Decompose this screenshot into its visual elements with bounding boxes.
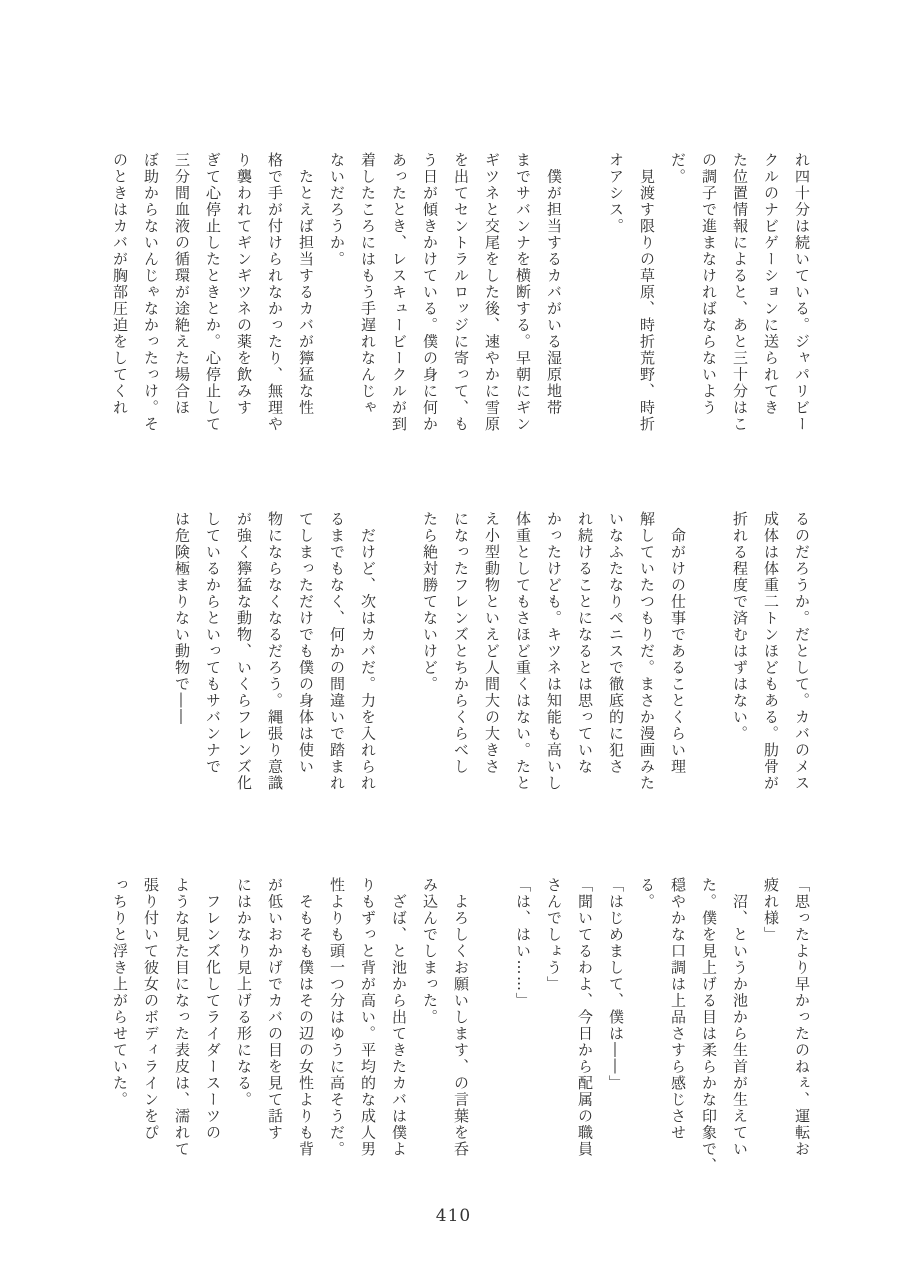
text-column: れ続けることになるとは思っていな [576,511,594,775]
text-column: るまでもなく、何かの間違いで踏まれ [328,511,346,792]
text-column: の調子で進まなければならないよう [700,152,718,416]
text-column: 三分間血液の循環が途絶えた場合ほ [173,152,191,416]
text-column: そもそも僕はその辺の女性よりも背 [297,877,315,1158]
text-column: ぎて心停止したときとか。心停止して [204,152,222,433]
text-column: 「聞いてるわよ、今日から配属の職員 [576,877,594,1158]
text-column: れ四十分は続いている。ジャパリビー [793,152,811,433]
text-column: てしまっただけでも僕の身体は使い [297,511,315,775]
text-column: よろしくお願いします、の言葉を呑 [452,877,470,1158]
text-column: っちりと浮き上がらせていた。 [111,877,129,1108]
text-column: 着したころにはもう手遅れなんじゃ [359,152,377,416]
text-column: り襲われてギンギツネの薬を飲みす [235,152,253,416]
text-block-bottom [104,877,817,1179]
text-column: 命がけの仕事であることくらい理 [669,511,687,775]
text-column: ような見た目になった表皮は、濡れて [173,877,191,1158]
text-column: りもずっと背が高い。平均的な成人男 [359,877,377,1158]
text-column: 沼、というか池から生首が生えてい [731,877,749,1158]
text-column: あったとき、レスキュービークルが到 [390,152,408,433]
text-column: は危険極まりない動物で―― [173,511,191,726]
text-column: になったフレンズとちからくらべし [452,511,470,775]
text-column: ないだろうか。 [328,152,346,268]
blank-column [383,511,414,813]
text-column: 「は、はい……」 [514,877,532,1009]
text-column: が強く獰猛な動物、いくらフレンズ化 [235,511,253,792]
text-column: クルのナビゲーションに送られてき [762,152,780,416]
text-column: フレンズ化してライダースーツの [204,877,222,1141]
text-column: う日が傾きかけている。僕の身に何か [421,152,439,433]
text-column: だ。 [669,152,687,185]
text-column: が低いおかげでカバの目を見て話す [266,877,284,1141]
text-block-middle [166,511,817,813]
text-column: かったけども。キツネは知能も高いし [545,511,563,792]
text-column: たとえば担当するカバが獰猛な性 [297,152,315,416]
text-column: さんでしょう」 [545,877,563,993]
text-column: を出てセントラルロッジに寄って、も [452,152,470,433]
text-column: 物にならなくなるだろう。縄張り意識 [266,511,284,792]
text-column: ぼ助からないんじゃなかったっけ。そ [142,152,160,433]
text-column: だけど、次はカバだ。力を入れられ [359,511,377,792]
text-column: るのだろうか。だとして。カバのメス [793,511,811,792]
text-column: 解していたつもりだ。まさか漫画みた [638,511,656,792]
text-column: 張り付いて彼女のボディラインをぴ [142,877,160,1141]
text-column: 「思ったより早かったのねぇ、運転お [793,877,811,1158]
text-column: オアシス。 [607,152,625,235]
text-column: 性よりも頭一つ分はゆうに高そうだ。 [328,877,346,1158]
text-column: み込んでしまった。 [421,877,439,1026]
text-column: 疲れ様」 [762,877,780,943]
text-column: 穏やかな口調は上品さすら感じさせ [669,877,687,1141]
text-column: ざば、と池から出てきたカバは僕よ [390,877,408,1158]
text-column: 格で手が付けられなかったり、無理や [266,152,284,433]
text-column: しているからといってもサバンナで [204,511,222,775]
text-block-top [104,152,817,454]
text-column: 僕が担当するカバがいる湿原地帯 [545,152,563,416]
text-column: 見渡す限りの草原、時折荒野、時折 [638,152,656,433]
text-column: のときはカバが胸部圧迫をしてくれ [111,152,129,416]
text-column: 折れる程度で済むはずはない。 [731,511,749,742]
text-column: ギツネと交尾をした後、速やかに雪原 [483,152,501,433]
text-column: たら絶対勝てないけど。 [421,511,439,693]
text-column: いなふたなりペニスで徹底的に犯さ [607,511,625,775]
blank-column [476,877,507,1179]
page-number: 410 [435,1206,472,1226]
blank-column [569,152,600,454]
text-column: 成体は体重二トンほどもある。肋骨が [762,511,780,792]
blank-column [693,511,724,813]
text-column: え小型動物といえど人間大の大きさ [483,511,501,775]
text-column: までサバンナを横断する。早朝にギン [514,152,532,433]
text-column: にはかなり見上げる形になる。 [235,877,253,1108]
text-column: る。 [638,877,656,910]
text-column: 体重としてもさほど重くはない。たと [514,511,532,792]
text-column: た位置情報によると、あと三十分はこ [731,152,749,433]
text-column: た。僕を見上げる目は柔らかな印象で、 [700,877,718,1174]
text-column: 「はじめまして、僕は――」 [607,877,625,1092]
